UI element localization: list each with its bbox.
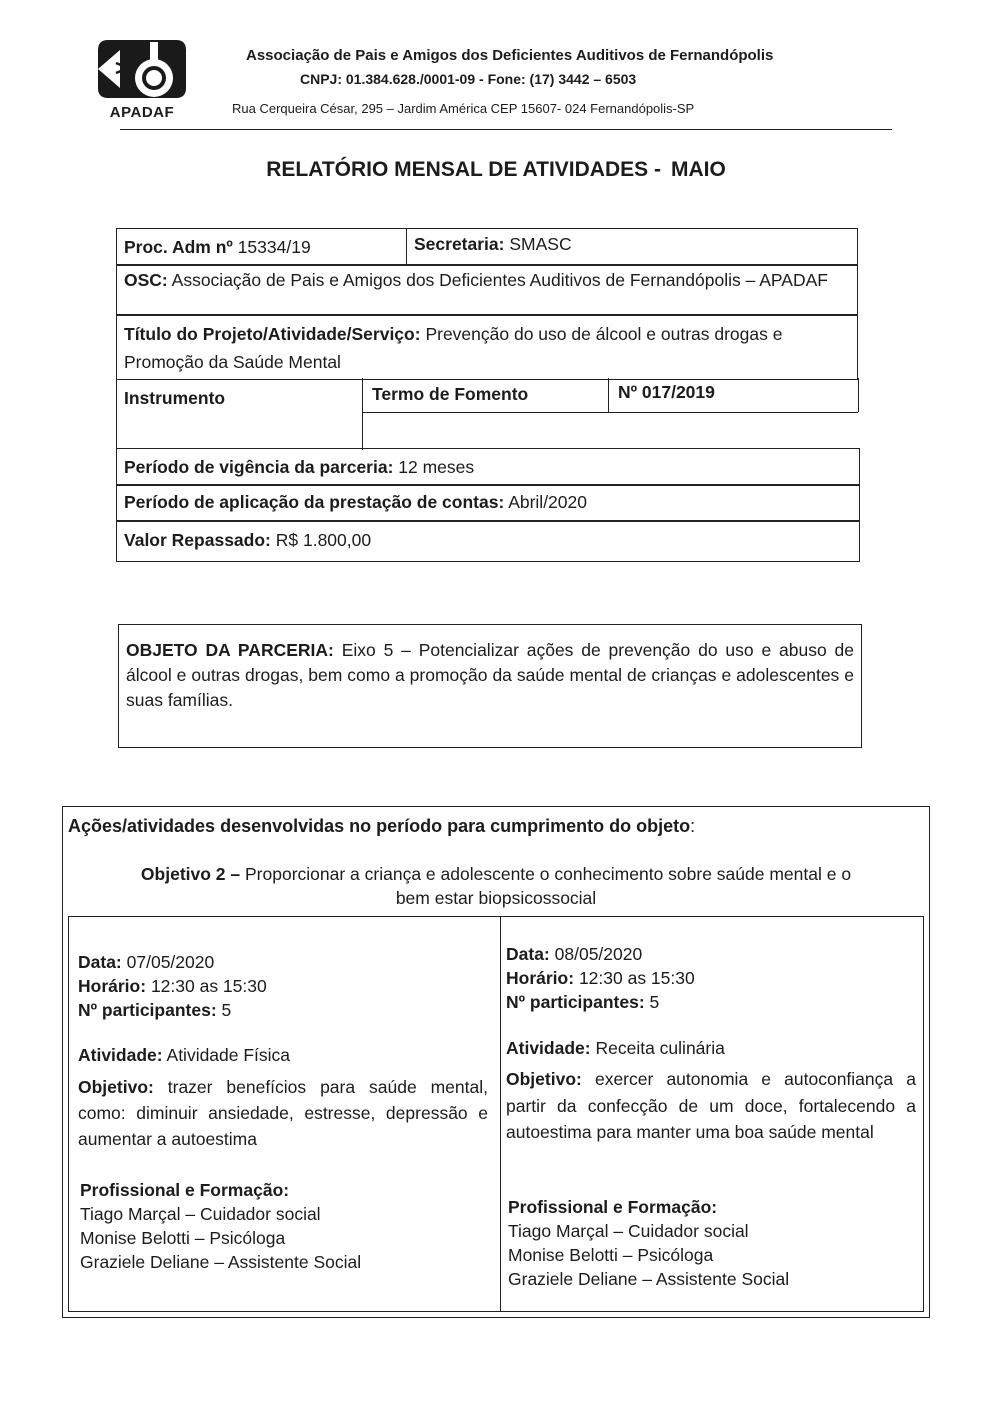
osc-cell <box>124 268 850 292</box>
vigencia-cell <box>124 455 474 479</box>
actions-heading-colon: : <box>690 816 696 836</box>
activity-right-data <box>506 942 916 966</box>
participantes-value: 5 <box>649 992 660 1012</box>
profissional-1: Tiago Marçal – Cuidador social <box>80 1204 321 1224</box>
org-address: Rua Cerqueira César, 295 – Jardim América CEP 15607- 024 Fernandópolis-SP <box>232 101 695 116</box>
org-name: Associação de Pais e Amigos dos Deficientes Auditivos de Fernandópolis <box>246 47 774 64</box>
horario-value: 12:30 as 15:30 <box>150 976 267 996</box>
termo-right-edge <box>858 378 859 412</box>
activity-left-objetivo <box>78 1074 488 1152</box>
data-value: 07/05/2020 <box>126 952 215 972</box>
activity-right-atividade <box>506 1036 916 1060</box>
objetivo-item-label: Objetivo: <box>506 1069 582 1089</box>
horario-value: 12:30 as 15:30 <box>578 968 695 988</box>
objetivo-label: Objetivo 2 – <box>140 864 241 884</box>
titulo-value: Prevenção do uso de álcool e outras drogas e Promoção da Saúde Mental <box>124 324 783 372</box>
vigencia-label: Período de vigência da parceria: <box>124 457 394 477</box>
profissional-2: Monise Belotti – Psicóloga <box>80 1228 286 1248</box>
objeto-text <box>126 638 854 713</box>
activity-left-participantes <box>78 998 488 1022</box>
activities-divider <box>500 916 501 1312</box>
titulo-label: Título do Projeto/Atividade/Serviço: <box>124 324 421 344</box>
secretaria-label: Secretaria: <box>414 234 505 254</box>
actions-heading <box>68 816 695 837</box>
data-label: Data: <box>506 944 550 964</box>
activity-right-profissional <box>508 1195 918 1291</box>
objetivo-text-1: Proporcionar a criança e adolescente o conhecimento sobre saúde mental e o <box>245 864 852 884</box>
proc-value: 15334/19 <box>237 237 311 257</box>
activity-right-horario <box>506 966 916 990</box>
activity-right-meta <box>506 942 916 1014</box>
activity-left-horario <box>78 974 488 998</box>
secretaria-cell <box>414 232 572 256</box>
header-divider <box>120 129 892 130</box>
aplicacao-cell <box>124 490 587 514</box>
instrumento-label: Instrumento <box>124 388 226 408</box>
data-label: Data: <box>78 952 122 972</box>
report-title-main: RELATÓRIO MENSAL DE ATIVIDADES - <box>266 158 661 181</box>
activity-left-data <box>78 950 488 974</box>
objeto-label: OBJETO DA PARCERIA: <box>126 640 334 660</box>
objetivo-item-label: Objetivo: <box>78 1077 154 1097</box>
secretaria-value: SMASC <box>509 234 572 254</box>
valor-label: Valor Repassado: <box>124 530 271 550</box>
profissional-2: Monise Belotti – Psicóloga <box>508 1245 714 1265</box>
osc-label: OSC: <box>124 270 168 290</box>
instrumento-left-edge <box>116 378 117 450</box>
logo-wordmark: APADAF <box>109 104 175 121</box>
vigencia-value: 12 meses <box>398 457 475 477</box>
aplicacao-value: Abril/2020 <box>508 492 587 512</box>
participantes-label: Nº participantes: <box>78 1000 217 1020</box>
objetivo-line-2: bem estar biopsicossocial <box>395 888 597 908</box>
valor-cell <box>124 528 371 552</box>
profissional-label: Profissional e Formação: <box>508 1197 718 1217</box>
termo-label: Termo de Fomento <box>372 384 529 404</box>
horario-label: Horário: <box>78 976 147 996</box>
objetivo-item-value: exercer autonomia e autoconfiança a partir da confecção de um doce, fortalecendo a autoestima para manter uma boa saúde mental <box>506 1069 916 1142</box>
instrumento-divider <box>362 378 363 450</box>
objetivo-block <box>68 862 924 910</box>
activity-left-atividade <box>78 1043 488 1067</box>
horario-label: Horário: <box>506 968 575 988</box>
proc-cell <box>124 235 311 259</box>
atividade-label: Atividade: <box>506 1038 591 1058</box>
valor-value: R$ 1.800,00 <box>275 530 372 550</box>
numero-label: Nº 017/2019 <box>618 382 715 402</box>
profissional-label: Profissional e Formação: <box>80 1180 290 1200</box>
participantes-value: 5 <box>221 1000 232 1020</box>
profissional-3: Graziele Deliane – Assistente Social <box>80 1252 362 1272</box>
profissional-3: Graziele Deliane – Assistente Social <box>508 1269 790 1289</box>
report-title <box>0 158 992 182</box>
data-value: 08/05/2020 <box>554 944 643 964</box>
profissional-1: Tiago Marçal – Cuidador social <box>508 1221 749 1241</box>
titulo-cell <box>124 320 804 376</box>
proc-label: Proc. Adm nº <box>124 237 233 257</box>
termo-divider <box>608 378 609 412</box>
aplicacao-label: Período de aplicação da prestação de contas: <box>124 492 505 512</box>
osc-value: Associação de Pais e Amigos dos Deficientes Auditivos de Fernandópolis – APADAF <box>171 270 828 290</box>
activity-left-profissional <box>80 1178 490 1274</box>
atividade-value: Receita culinária <box>595 1038 725 1058</box>
activity-left-meta <box>78 950 488 1022</box>
activity-right-participantes <box>506 990 916 1014</box>
activity-right-objetivo <box>506 1066 916 1146</box>
org-cnpj-phone: CNPJ: 01.384.628./0001-09 - Fone: (17) 3442 – 6503 <box>300 71 637 87</box>
row-proc-divider <box>406 228 407 266</box>
objetivo-line-1 <box>68 862 924 886</box>
objeto-value: Eixo 5 – Potencializar ações de prevenção do uso e abuso de álcool e outras drogas, bem como a promoção da saúde mental de crianças e adolescentes e suas famílias. <box>126 640 854 710</box>
termo-bottom-rule <box>362 412 858 413</box>
objetivo-item-value: trazer benefícios para saúde mental, como: diminuir ansiedade, estresse, depressão e aumentar a autoestima <box>78 1077 488 1149</box>
participantes-label: Nº participantes: <box>506 992 645 1012</box>
atividade-label: Atividade: <box>78 1045 163 1065</box>
actions-heading-text: Ações/atividades desenvolvidas no período para cumprimento do objeto <box>68 816 691 836</box>
report-title-month: MAIO <box>670 158 726 181</box>
atividade-value: Atividade Física <box>166 1045 291 1065</box>
